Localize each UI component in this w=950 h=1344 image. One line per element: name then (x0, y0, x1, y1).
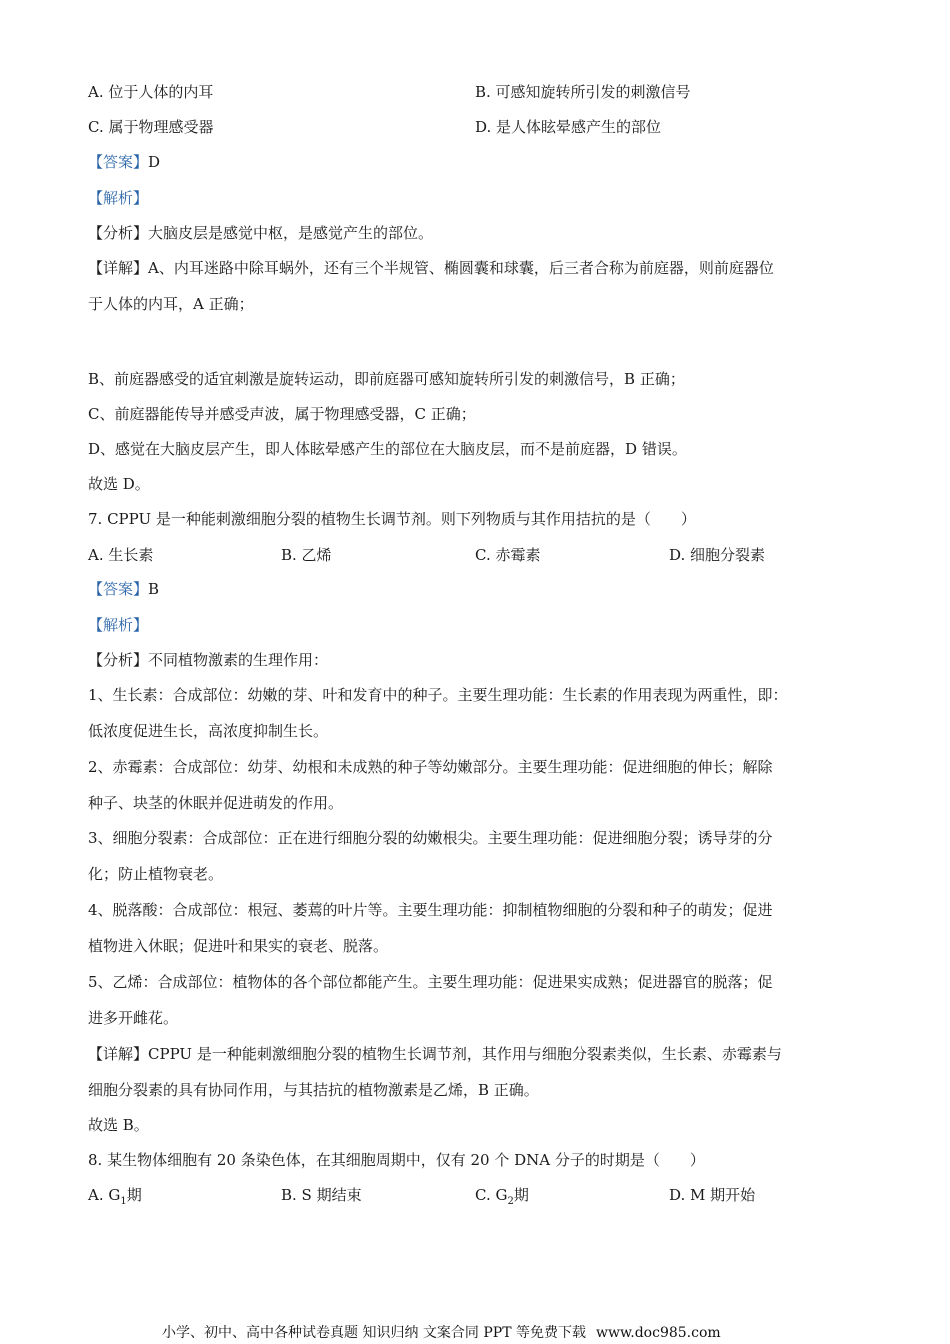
fenxi-tag: 【分析】 (88, 224, 149, 242)
q6-fenxi (88, 223, 433, 243)
q6-conclusion: 故选 D。 (88, 475, 150, 493)
fenxi-tag: 【分析】 (88, 651, 149, 669)
q7-ethylene-line-1: 5、乙烯：合成部位：植物体的各个部位都能产生。主要生理功能：促进果实成熟；促进器官的脱落；促 (88, 973, 773, 991)
detail-text: A、内耳迷路中除耳蜗外，还有三个半规管、椭圆囊和球囊，后三者合称为前庭器，则前庭器位 (148, 259, 774, 277)
q7-cytokinin-line-2: 化；防止植物衰老。 (88, 865, 224, 883)
q6-detail-line-1 (88, 258, 774, 278)
detail-tag: 【详解】 (88, 1045, 149, 1063)
q7-conclusion: 故选 B。 (88, 1116, 149, 1134)
q8-question: 8. 某生物体细胞有 20 条染色体，在其细胞周期中，仅有 20 个 DNA 分子的时期是（ ） (88, 1151, 705, 1169)
option-a-subscript: 1 (120, 1196, 127, 1207)
answer-value: D (148, 153, 161, 171)
q7-answer (88, 579, 159, 599)
q6-answer (88, 152, 160, 172)
answer-tag: 【答案】 (88, 580, 149, 598)
q7-auxin-line-1: 1、生长素：合成部位：幼嫩的芽、叶和发育中的种子。主要生理功能：生长素的作用表现为两重性，即： (88, 686, 788, 704)
option-c-subscript: 2 (507, 1196, 514, 1207)
q7-ethylene-line-2: 进多开雌花。 (88, 1009, 179, 1027)
q7-gibberellin-line-2: 种子、块茎的休眠并促进萌发的作用。 (88, 794, 344, 812)
q7-option-a: A. 生长素 (88, 546, 154, 564)
answer-tag: 【答案】 (88, 153, 149, 171)
footer-text: 小学、初中、高中各种试卷真题 知识归纳 文案合同 PPT 等免费下载 (162, 1325, 586, 1341)
fenxi-text: 大脑皮层是感觉中枢，是感觉产生的部位。 (148, 224, 434, 242)
q6-option-d: D. 是人体眩晕感产生的部位 (475, 118, 662, 136)
answer-value: B (148, 580, 160, 598)
q6-detail-line-2: 于人体的内耳，A 正确； (88, 295, 254, 313)
fenxi-text: 不同植物激素的生理作用： (148, 651, 329, 669)
q6-analysis-tag: 【解析】 (88, 189, 149, 207)
q7-cytokinin-line-1: 3、细胞分裂素：合成部位：正在进行细胞分裂的幼嫩根尖。主要生理功能：促进细胞分裂；诱导芽的分 (88, 829, 773, 847)
option-a-suffix: 期 (126, 1186, 142, 1204)
q7-gibberellin-line-1: 2、赤霉素：合成部位：幼芽、幼根和未成熟的种子等幼嫩部分。主要生理功能：促进细胞的伸长；解除 (88, 758, 773, 776)
option-a-prefix: A. G (88, 1186, 121, 1204)
q7-option-d: D. 细胞分裂素 (669, 546, 766, 564)
q7-analysis-tag: 【解析】 (88, 616, 149, 634)
q8-option-d: D. M 期开始 (669, 1186, 756, 1204)
detail-text: CPPU 是一种能刺激细胞分裂的植物生长调节剂，其作用与细胞分裂素类似，生长素、赤霉素与 (148, 1045, 782, 1063)
q7-abscisic-line-2: 植物进入休眠；促进叶和果实的衰老、脱落。 (88, 937, 389, 955)
q6-option-a: A. 位于人体的内耳 (88, 83, 214, 101)
detail-tag: 【详解】 (88, 259, 149, 277)
q7-abscisic-line-1: 4、脱落酸：合成部位：根冠、萎蔫的叶片等。主要生理功能：抑制植物细胞的分裂和种子的萌发；促进 (88, 901, 773, 919)
q6-detail-line-3: B、前庭器感受的适宜刺激是旋转运动，即前庭器可感知旋转所引发的刺激信号，B 正确； (88, 370, 685, 388)
q6-option-c: C. 属于物理感受器 (88, 118, 214, 136)
q6-option-b: B. 可感知旋转所引发的刺激信号 (475, 83, 691, 101)
page-footer (162, 1324, 721, 1342)
q8-option-c (475, 1185, 529, 1205)
option-c-suffix: 期 (513, 1186, 529, 1204)
q7-option-b: B. 乙烯 (281, 546, 332, 564)
q7-option-c: C. 赤霉素 (475, 546, 541, 564)
option-c-prefix: C. G (475, 1186, 508, 1204)
q7-fenxi (88, 650, 328, 670)
q8-option-b: B. S 期结束 (281, 1186, 362, 1204)
q7-detail-line-1 (88, 1044, 782, 1064)
footer-url[interactable]: www.doc985.com (595, 1325, 721, 1341)
q7-auxin-line-2: 低浓度促进生长，高浓度抑制生长。 (88, 722, 329, 740)
q8-option-a (88, 1185, 142, 1205)
q6-detail-line-5: D、感觉在大脑皮层产生，即人体眩晕感产生的部位在大脑皮层，而不是前庭器，D 错误。 (88, 440, 687, 458)
q7-detail-line-2: 细胞分裂素的具有协同作用，与其拮抗的植物激素是乙烯，B 正确。 (88, 1081, 539, 1099)
q7-question: 7. CPPU 是一种能刺激细胞分裂的植物生长调节剂。则下列物质与其作用拮抗的是（ ） (88, 510, 696, 528)
q6-detail-line-4: C、前庭器能传导并感受声波，属于物理感受器，C 正确； (88, 405, 476, 423)
